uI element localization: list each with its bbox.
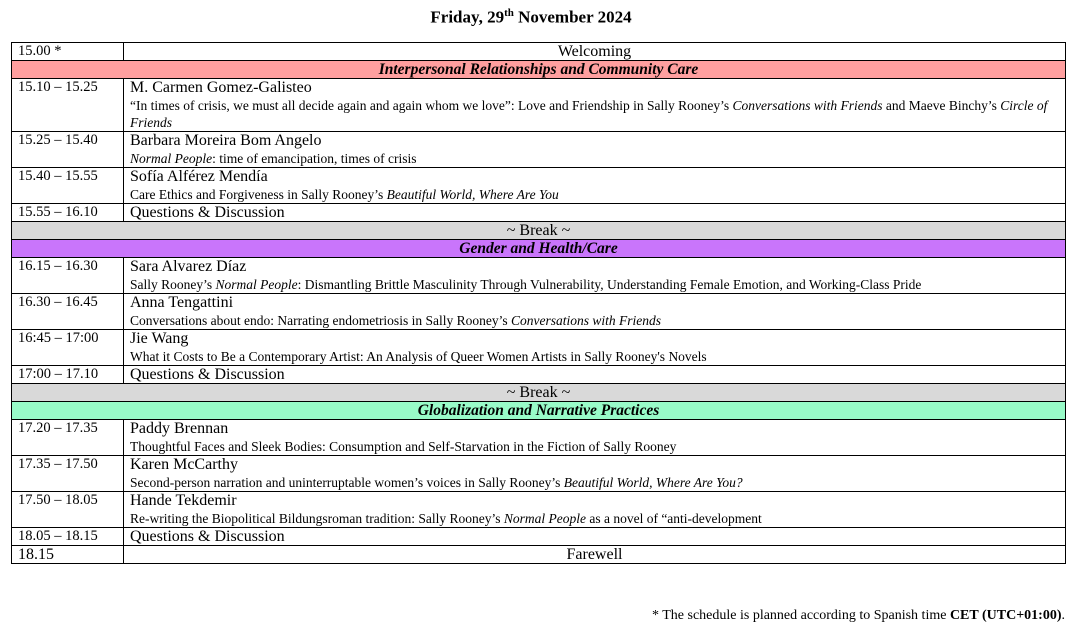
time-cell: 18.05 – 18.15 bbox=[12, 528, 124, 546]
talk-title: Normal People: time of emancipation, times of crisis bbox=[130, 151, 417, 166]
talk-cell bbox=[124, 330, 1066, 366]
time-cell: 15.00 * bbox=[12, 43, 124, 61]
schedule-table bbox=[11, 42, 1066, 564]
welcome-row bbox=[12, 43, 1066, 61]
time-cell: 15.40 – 15.55 bbox=[12, 168, 124, 204]
time-cell: 15.10 – 15.25 bbox=[12, 79, 124, 132]
discussion-row bbox=[12, 366, 1066, 384]
welcome-label: Welcoming bbox=[124, 43, 1066, 61]
footnote-text: * The schedule is planned according to Spanish time bbox=[651, 608, 950, 623]
break-row bbox=[12, 384, 1066, 402]
title-ordinal: th bbox=[504, 7, 514, 19]
time-cell: 18.15 bbox=[12, 546, 124, 564]
talk-cell bbox=[124, 132, 1066, 168]
speaker-name: Paddy Brennan bbox=[130, 420, 229, 437]
talk-row bbox=[12, 420, 1066, 456]
talk-title: Thoughtful Faces and Sleek Bodies: Consumption and Self-Starvation in the Fiction of Sally Rooney bbox=[130, 439, 677, 454]
footnote-timezone: CET (UTC+01:00) bbox=[949, 608, 1062, 623]
break-label: ~ Break ~ bbox=[12, 384, 1066, 402]
talk-title: Conversations about endo: Narrating endometriosis in Sally Rooney’s Conversations with Friends bbox=[130, 313, 661, 328]
talk-row bbox=[12, 330, 1066, 366]
break-row bbox=[12, 222, 1066, 240]
discussion-row bbox=[12, 528, 1066, 546]
section-title: Globalization and Narrative Practices bbox=[12, 402, 1066, 420]
talk-cell bbox=[124, 258, 1066, 294]
speaker-name: Sofía Alférez Mendía bbox=[130, 168, 268, 185]
speaker-name: Karen McCarthy bbox=[130, 456, 238, 473]
talk-cell bbox=[124, 294, 1066, 330]
farewell-row bbox=[12, 546, 1066, 564]
discussion-label: Questions & Discussion bbox=[124, 528, 1066, 546]
time-cell: 16.30 – 16.45 bbox=[12, 294, 124, 330]
section-row bbox=[12, 240, 1066, 258]
talk-cell bbox=[124, 420, 1066, 456]
talk-title: Re-writing the Biopolitical Bildungsroman tradition: Sally Rooney’s Normal People as a novel of “anti-development bbox=[130, 511, 762, 526]
section-row bbox=[12, 61, 1066, 79]
talk-row bbox=[12, 456, 1066, 492]
talk-title: Care Ethics and Forgiveness in Sally Rooney’s Beautiful World, Where Are You bbox=[130, 187, 559, 202]
talk-row bbox=[12, 79, 1066, 132]
talk-cell bbox=[124, 492, 1066, 528]
talk-cell bbox=[124, 456, 1066, 492]
speaker-name: Hande Tekdemir bbox=[130, 492, 237, 509]
talk-cell bbox=[124, 79, 1066, 132]
talk-title: “In times of crisis, we must all decide again and again whom we love”: Love and Friendship in Sally Rooney’s Conversations with Friends and Maeve Binchy’s Circle of Friends bbox=[130, 98, 1048, 130]
time-cell: 17.50 – 18.05 bbox=[12, 492, 124, 528]
discussion-label: Questions & Discussion bbox=[124, 204, 1066, 222]
talk-row bbox=[12, 294, 1066, 330]
time-cell: 17.20 – 17.35 bbox=[12, 420, 124, 456]
section-title: Interpersonal Relationships and Community Care bbox=[12, 61, 1066, 79]
talk-title: Sally Rooney’s Normal People: Dismantling Brittle Masculinity Through Vulnerability, Understanding Female Emotion, and Working-Class Pride bbox=[130, 277, 922, 292]
speaker-name: M. Carmen Gomez-Galisteo bbox=[130, 79, 312, 96]
discussion-row bbox=[12, 204, 1066, 222]
talk-title: What it Costs to Be a Contemporary Artist: An Analysis of Queer Women Artists in Sally Rooney's Novels bbox=[130, 349, 707, 364]
farewell-label: Farewell bbox=[124, 546, 1066, 564]
talk-row bbox=[12, 132, 1066, 168]
time-cell: 17.35 – 17.50 bbox=[12, 456, 124, 492]
page-title bbox=[0, 7, 1062, 28]
talk-row bbox=[12, 258, 1066, 294]
time-cell: 17:00 – 17.10 bbox=[12, 366, 124, 384]
break-label: ~ Break ~ bbox=[12, 222, 1066, 240]
talk-cell bbox=[124, 168, 1066, 204]
section-row bbox=[12, 402, 1066, 420]
discussion-label: Questions & Discussion bbox=[124, 366, 1066, 384]
talk-title: Second-person narration and uninterruptable women’s voices in Sally Rooney’s Beautiful World, Where Are You? bbox=[130, 475, 743, 490]
talk-row bbox=[12, 492, 1066, 528]
speaker-name: Jie Wang bbox=[130, 330, 189, 347]
speaker-name: Anna Tengattini bbox=[130, 294, 234, 311]
time-cell: 15.25 – 15.40 bbox=[12, 132, 124, 168]
speaker-name: Sara Alvarez Díaz bbox=[130, 258, 247, 275]
speaker-name: Barbara Moreira Bom Angelo bbox=[130, 132, 322, 149]
footnote bbox=[652, 608, 1065, 624]
time-cell: 15.55 – 16.10 bbox=[12, 204, 124, 222]
title-month-year: November 2024 bbox=[513, 7, 632, 27]
section-title: Gender and Health/Care bbox=[12, 240, 1066, 258]
time-cell: 16:45 – 17:00 bbox=[12, 330, 124, 366]
footnote-end: . bbox=[1061, 608, 1065, 623]
time-cell: 16.15 – 16.30 bbox=[12, 258, 124, 294]
title-day: Friday, 29 bbox=[430, 7, 505, 27]
talk-row bbox=[12, 168, 1066, 204]
